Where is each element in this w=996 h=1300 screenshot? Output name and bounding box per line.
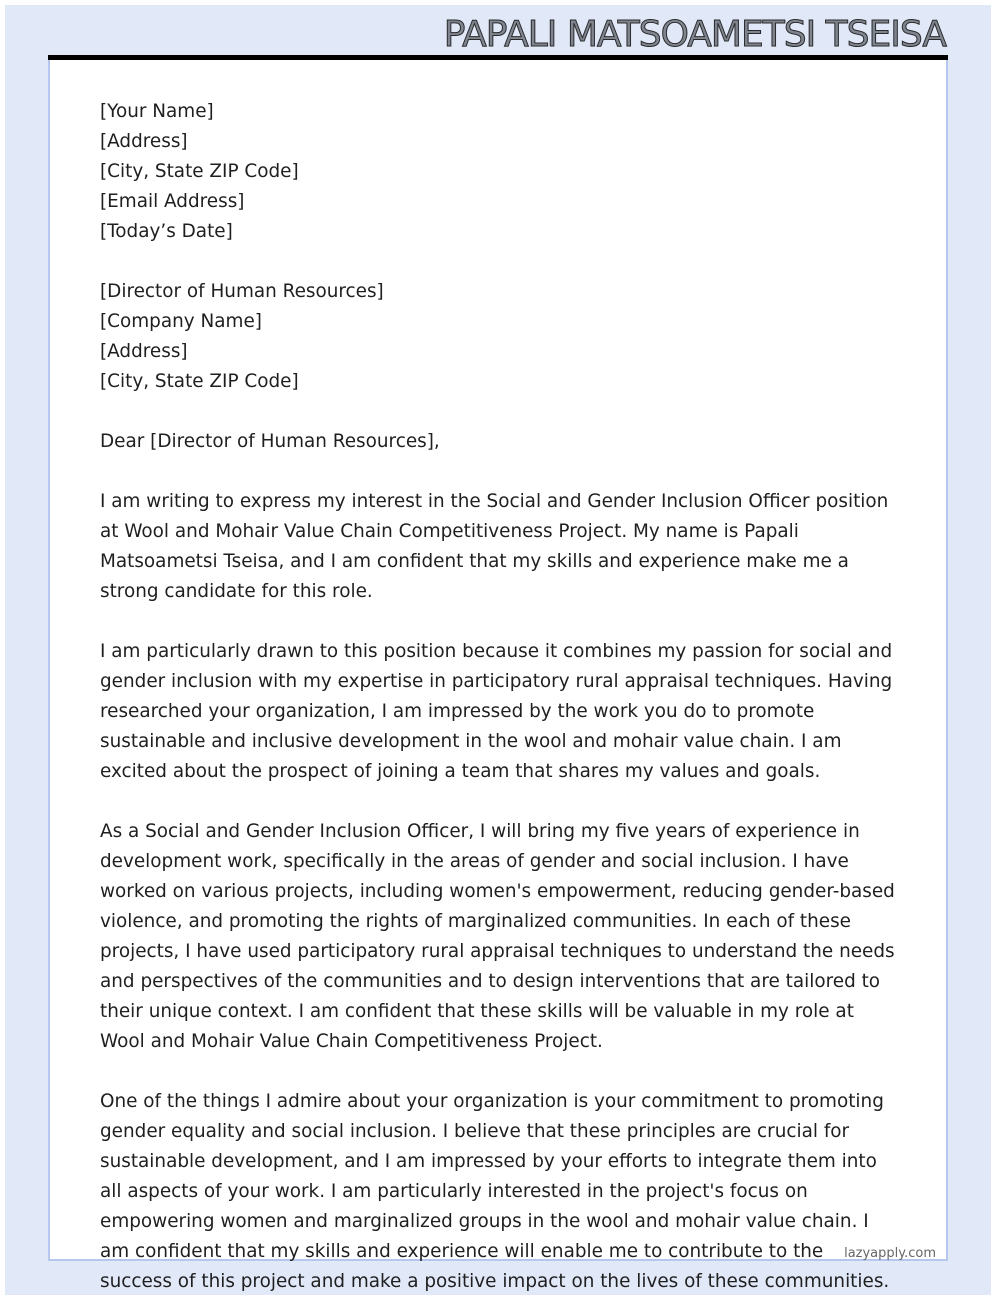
recipient-company: [Company Name] <box>100 311 262 332</box>
paragraph-admiration: One of the things I admire about your organization is your commitment to promoting gender equality and social inclusion. I believe that these principles are crucial for sustainable development, and I am impressed by your efforts to integrate them into all aspects of your work. I am particularly interested in the project's focus on empowering women and marginalized groups in the wool and mohair value chain. I am confident that my skills and experience will enable me to contribute to the success of this project and make a positive impact on the lives of these communities. <box>100 1091 890 1292</box>
sender-date: [Today’s Date] <box>100 221 233 242</box>
recipient-address: [Address] <box>100 341 188 362</box>
recipient-city: [City, State ZIP Code] <box>100 371 299 392</box>
sender-address: [Address] <box>100 131 188 152</box>
sender-email: [Email Address] <box>100 191 245 212</box>
recipient-block <box>100 277 900 397</box>
sender-block <box>100 97 900 247</box>
paragraph-intro: I am writing to express my interest in the Social and Gender Inclusion Officer position at Wool and Mohair Value Chain Competitiveness Project. My name is Papali Matsoametsi Tseisa, and I am confident that my skills and experience make me a strong candidate for this role. <box>100 491 889 602</box>
salutation: Dear [Director of Human Resources], <box>100 431 440 452</box>
sender-city: [City, State ZIP Code] <box>100 161 299 182</box>
cover-letter-body <box>100 97 900 1297</box>
applicant-name-header: PAPALI MATSOAMETSI TSEISA <box>443 14 946 55</box>
recipient-title: [Director of Human Resources] <box>100 281 384 302</box>
paragraph-experience: As a Social and Gender Inclusion Officer, I will bring my five years of experience in development work, specifically in the areas of gender and social inclusion. I have worked on various projects, including women's empowerment, reducing gender-based violence, and promoting the rights of marginalized communities. In each of these projects, I have used participatory rural appraisal techniques to understand the needs and perspectives of the communities and to design interventions that are tailored to their unique context. I am confident that these skills will be valuable in my role at Wool and Mohair Value Chain Competitiveness Project. <box>100 821 895 1052</box>
sender-name: [Your Name] <box>100 101 214 122</box>
paragraph-motivation: I am particularly drawn to this position because it combines my passion for social and gender inclusion with my expertise in participatory rural appraisal techniques. Having researched your organization, I am impressed by the work you do to promote sustainable and inclusive development in the wool and mohair value chain. I am excited about the prospect of joining a team that shares my values and goals. <box>100 641 893 782</box>
watermark: lazyapply.com <box>844 1246 936 1261</box>
